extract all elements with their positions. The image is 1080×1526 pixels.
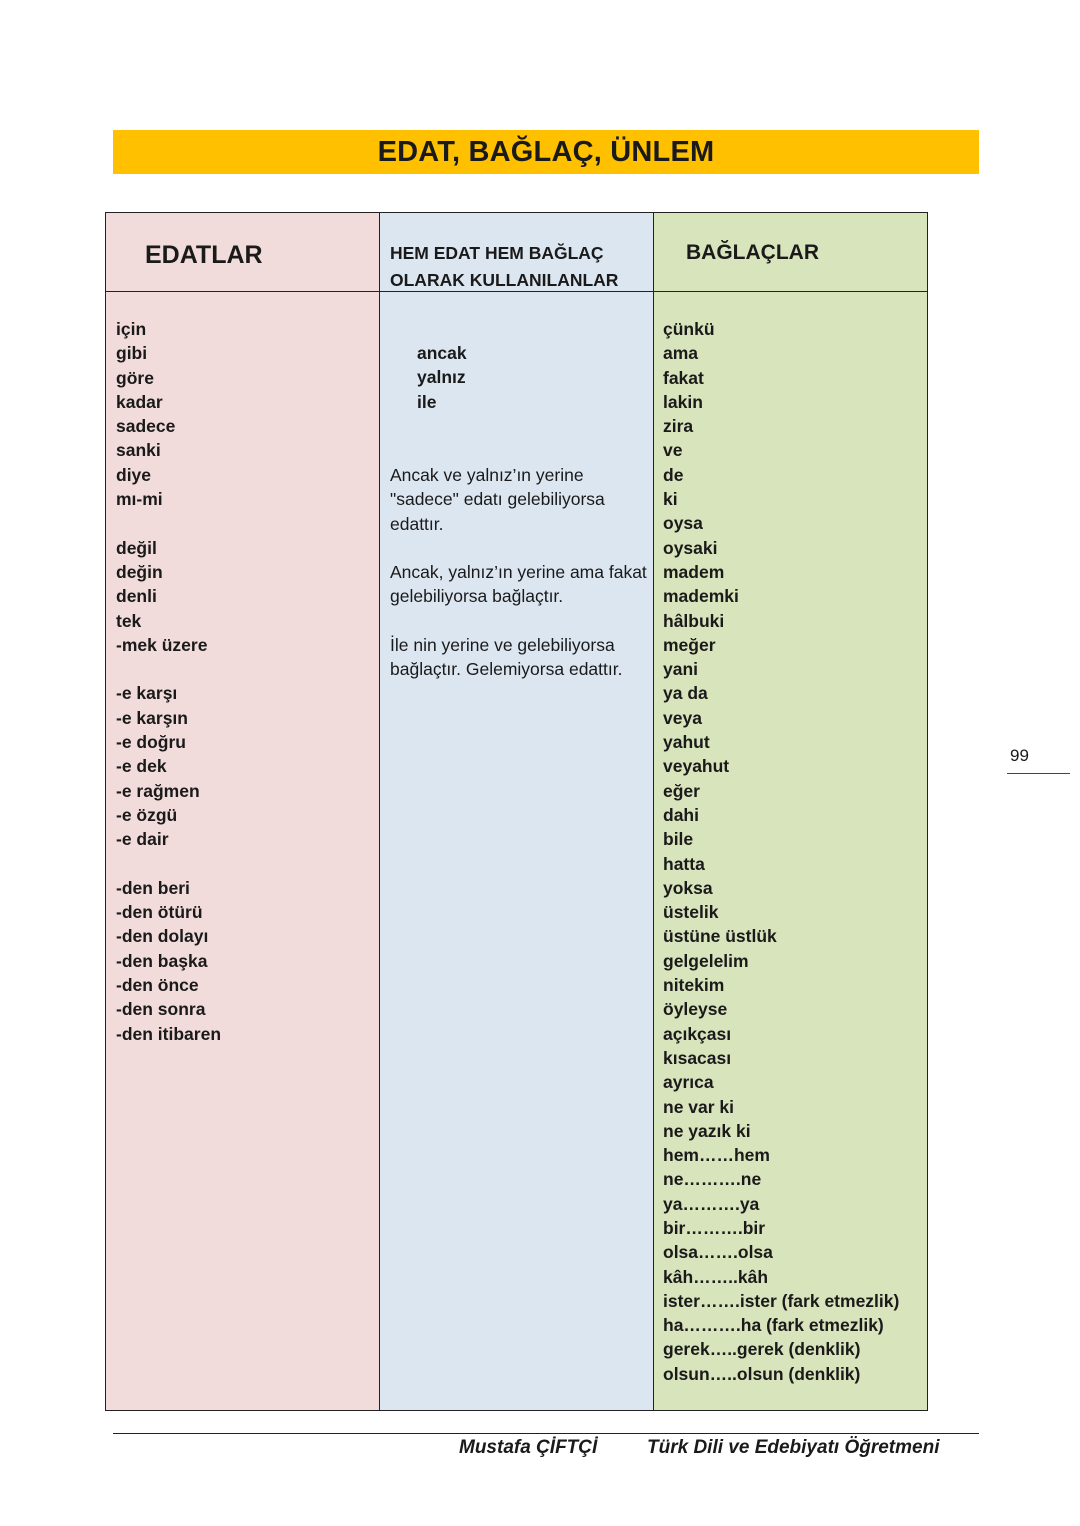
list-item: oysa [663,513,703,534]
list-item: yani [663,659,699,680]
list-item: yahut [663,732,710,753]
list-item: üstüne üstlük [663,926,777,947]
edatlar-list [116,317,221,1046]
list-spacer [116,657,221,681]
list-item: göre [116,367,154,388]
list-item: yalnız [417,367,466,388]
baglaclar-header: BAĞLAÇLAR [686,241,819,264]
list-item: ister…….ister (fark etmezlik) [663,1290,900,1311]
list-item: -e dair [116,829,169,850]
list-item: ha……….ha (fark etmezlik) [663,1315,884,1336]
list-item: hâlbuki [663,610,725,631]
edatlar-header-cell [106,213,379,292]
list-item: mademki [663,586,739,607]
hem-edat-hem-baglac-header-cell [380,213,653,292]
list-item: ki [663,489,678,510]
note-sadece: Ancak ve yalnız’ın yerine "sadece" edatı gelebiliyorsa edattır. [390,465,605,534]
header-line-1: HEM EDAT HEM BAĞLAÇ [390,243,604,263]
list-item: eğer [663,780,700,801]
list-item: -den başka [116,950,208,971]
list-item: açıkçası [663,1023,732,1044]
edatlar-header: EDATLAR [145,241,263,269]
note-ile: İle nin yerine ve gelebiliyorsa bağlaçtır. Gelemiyorsa edattır. [390,635,623,680]
list-item: sadece [116,416,176,437]
list-item: meğer [663,634,716,655]
list-item: -den dolayı [116,926,209,947]
list-item: -e karşın [116,707,188,728]
list-item: hatta [663,853,705,874]
list-item: ama [663,343,699,364]
list-item: -mek üzere [116,634,208,655]
list-item: -den önce [116,975,199,996]
list-item: -e dek [116,756,167,777]
list-item: -e özgü [116,804,178,825]
list-item: ya……….ya [663,1193,760,1214]
list-item: de [663,464,684,485]
list-item: dahi [663,804,699,825]
list-item: çünkü [663,319,715,339]
page-number-underline [1007,773,1070,774]
note-ama-fakat: Ancak, yalnız’ın yerine ama fakat gelebiliyorsa bağlaçtır. [390,562,647,607]
word-table [105,212,928,1411]
hem-edat-hem-baglac-header [390,240,618,294]
list-item: nitekim [663,975,725,996]
usage-notes [390,463,652,706]
list-item: -e karşı [116,683,178,704]
page-title: EDAT, BAĞLAÇ, ÜNLEM [377,135,715,168]
list-item: kısacası [663,1047,732,1068]
list-item: -den ötürü [116,902,203,923]
list-item: bile [663,829,694,850]
list-item: ne yazık ki [663,1120,751,1141]
list-item: oysaki [663,537,718,558]
list-item: ne var ki [663,1096,735,1117]
list-item: olsun…..olsun (denklik) [663,1363,861,1384]
list-item: -den sonra [116,999,206,1020]
list-item: değin [116,561,163,582]
hem-edat-hem-baglac-list [417,341,467,414]
list-item: ancak [417,343,467,363]
list-item: ve [663,440,683,461]
footer-author: Mustafa ÇİFTÇİ [459,1437,598,1458]
list-item: denli [116,586,157,607]
list-item: ne……….ne [663,1169,762,1190]
list-item: bir……….bir [663,1217,766,1238]
list-spacer [116,511,221,535]
footer-role: Türk Dili ve Edebiyatı Öğretmeni [647,1437,940,1458]
list-item: fakat [663,367,704,388]
list-item: gerek…..gerek (denklik) [663,1339,861,1360]
list-item: hem……hem [663,1145,770,1166]
page-number: 99 [1010,746,1029,765]
baglaclar-list [663,317,899,1386]
list-item: öyleyse [663,999,728,1020]
edatlar-column [106,213,380,1410]
list-item: -den beri [116,877,190,898]
footer-divider [113,1433,979,1434]
list-item: kadar [116,391,163,412]
list-item: değil [116,537,157,558]
list-item: tek [116,610,142,631]
list-item: veya [663,707,702,728]
list-item: üstelik [663,902,719,923]
title-bar [113,130,979,174]
list-item: -den itibaren [116,1023,222,1044]
list-item: -e rağmen [116,780,200,801]
list-item: kâh……..kâh [663,1266,769,1287]
list-item: zira [663,416,694,437]
list-item: ayrıca [663,1072,714,1093]
list-item: olsa…….olsa [663,1242,773,1263]
baglaclar-header-cell [654,213,927,292]
list-item: -e doğru [116,732,186,753]
list-item: ya da [663,683,708,704]
list-item: ile [417,391,437,412]
header-line-2: OLARAK KULLANILANLAR [390,270,619,290]
list-item: sanki [116,440,161,461]
hem-edat-hem-baglac-column [380,213,654,1410]
list-spacer [116,852,221,876]
list-item: diye [116,464,152,485]
list-item: gelgelelim [663,950,749,971]
list-item: mı-mi [116,489,163,510]
list-item: madem [663,561,725,582]
list-item: gibi [116,343,148,364]
list-item: için [116,319,147,339]
list-item: veyahut [663,756,730,777]
list-item: yoksa [663,877,713,898]
baglaclar-column [654,213,927,1410]
list-item: lakin [663,391,703,412]
